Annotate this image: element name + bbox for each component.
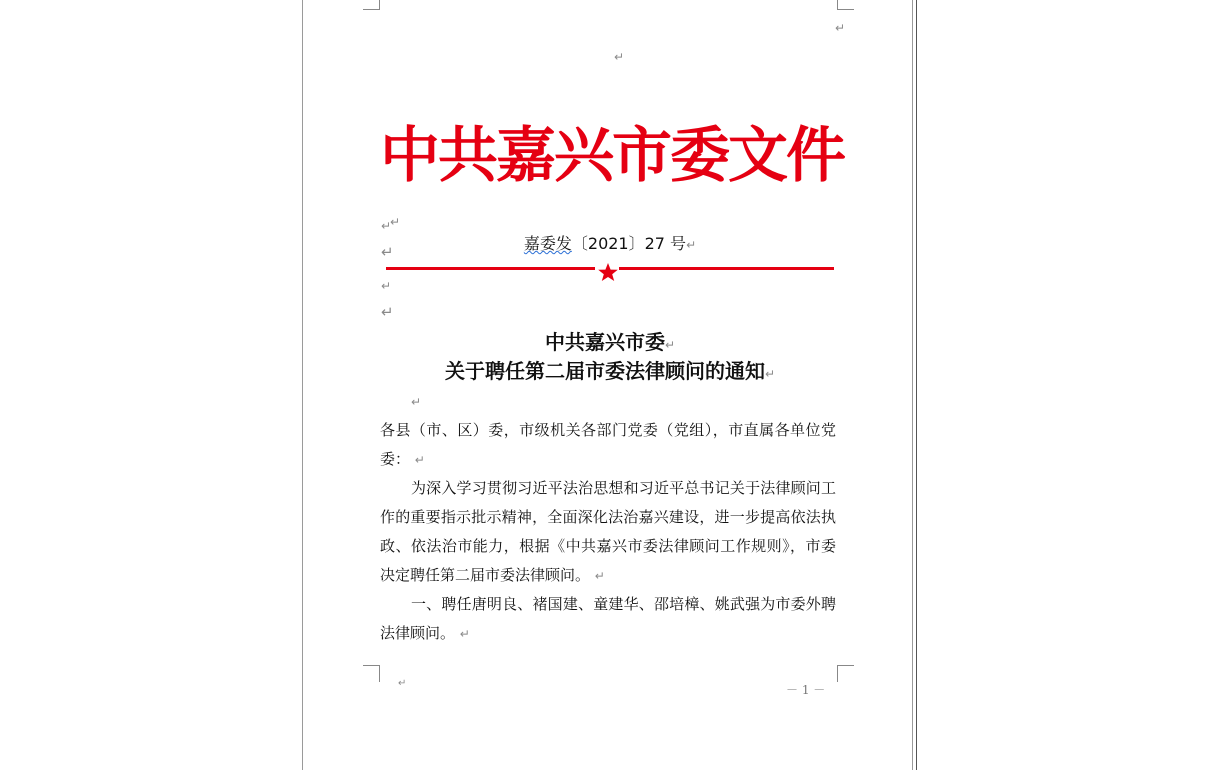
- crop-mark-bottom-right: [837, 665, 854, 682]
- paragraph-mark: ↵: [390, 215, 401, 229]
- masthead-title: 中共嘉兴市委文件: [380, 121, 844, 191]
- notice-title-text: 中共嘉兴市委: [544, 330, 665, 354]
- document-body: [380, 416, 836, 648]
- paragraph-mark: ↵: [398, 678, 407, 689]
- paragraph-mark: ↵: [614, 50, 625, 64]
- page-number: － 1 －: [786, 683, 826, 697]
- paragraph-mark: ↵: [381, 219, 392, 233]
- notice-title-line1: [380, 327, 840, 357]
- paragraph-mark: ↵: [414, 453, 425, 467]
- body-paragraph-text: 一、聘任唐明良、褚国建、童建华、邵培樟、姚武强为市委外聘法律顾问。: [380, 595, 836, 642]
- salutation-text: 各县（市、区）委，市级机关各部门党委（党组），市直属各单位党委：: [380, 421, 836, 468]
- paragraph-mark: ↵: [381, 243, 394, 261]
- paragraph-mark: ↵: [381, 303, 394, 321]
- paragraph-mark: ↵: [459, 627, 470, 641]
- notice-title-line2: [380, 356, 840, 386]
- paragraph-mark: ↵: [594, 569, 605, 583]
- red-separator-right: [619, 267, 834, 270]
- paragraph-mark: ↵: [381, 279, 392, 293]
- body-paragraph-text: 为深入学习贯彻习近平法治思想和习近平总书记关于法律顾问工作的重要指示批示精神，全面深化法治嘉兴建设，进一步提高依法执政、依法治市能力，根据《中共嘉兴市委法律顾问工作规则》，市委决定聘任第二届市委法律顾问。: [380, 479, 836, 584]
- body-paragraph: [380, 590, 836, 648]
- doc-number-prefix: 嘉委发: [523, 234, 572, 253]
- paragraph-mark: ↵: [764, 367, 776, 381]
- page-shadow-edge: [916, 0, 917, 770]
- paragraph-mark: ↵: [411, 395, 422, 409]
- crop-mark-bottom-left: [363, 665, 380, 682]
- crop-mark-top-left: [363, 0, 380, 10]
- red-star-icon: [597, 262, 619, 282]
- crop-mark-top-right: [837, 0, 854, 10]
- paragraph-mark: ↵: [686, 238, 697, 252]
- notice-title-text: 关于聘任第二届市委法律顾问的通知: [444, 359, 765, 383]
- paragraph-mark: ↵: [664, 338, 676, 352]
- paragraph-mark: ↵: [835, 21, 846, 35]
- body-paragraph: [380, 474, 836, 590]
- red-separator-left: [386, 267, 595, 270]
- document-number: [380, 233, 840, 255]
- doc-number-rest: 〔2021〕27 号: [571, 234, 687, 253]
- salutation: [380, 416, 836, 474]
